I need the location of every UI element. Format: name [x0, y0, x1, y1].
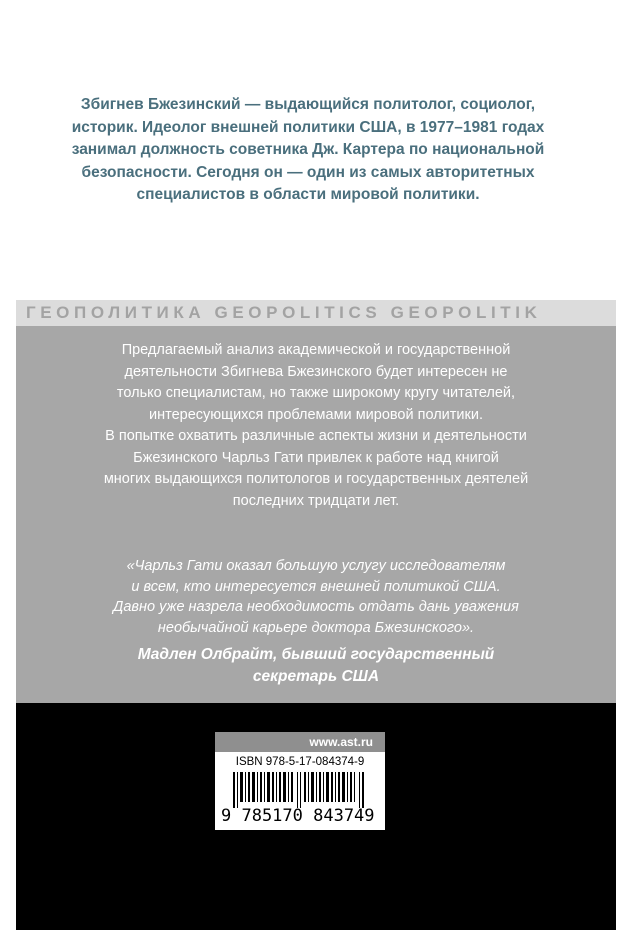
quote-line: Давно уже назрела необходимость отдать дань уважения	[113, 599, 519, 615]
description-line: последних тридцати лет.	[232, 492, 400, 509]
bio-line: историк. Идеолог внешней политики США, в 1977–1981 годах	[71, 118, 545, 136]
series-banner	[16, 300, 616, 326]
isbn-label: ISBN 978-5-17-084374-9	[235, 756, 365, 768]
description-line: Бжезинского Чарльз Гати привлек к работе над книгой	[133, 449, 499, 466]
quote-line: и всем, кто интересуется внешней политикой США.	[131, 578, 501, 595]
description-line: многих выдающихся политологов и государственных деятелей	[103, 471, 529, 487]
quote-author-line: секретарь США	[252, 668, 380, 685]
barcode-icon	[233, 772, 369, 808]
description-line: Предлагаемый анализ академической и государственной	[121, 342, 511, 358]
bio-line: специалистов в области мировой политики.	[136, 186, 480, 203]
bio-line: безопасности. Сегодня он — один из самых авторитетных	[81, 163, 535, 181]
description-line: интересующихся проблемами мировой политики.	[149, 406, 483, 423]
bio-line: занимал должность советника Дж. Картера по национальной	[71, 141, 545, 158]
quote-author-line: Мадлен Олбрайт, бывший государственный	[137, 646, 495, 663]
description-line: деятельности Збигнева Бжезинского будет интересен не	[124, 363, 508, 380]
quote-author	[16, 644, 616, 688]
publisher-url: www.ast.ru	[215, 732, 385, 752]
description-line: В попытке охватить различные аспекты жизни и деятельности	[105, 428, 527, 444]
quote-line: необычайной карьере доктора Бжезинского».	[157, 619, 475, 636]
description-line: только специалистам, но также широкому кругу читателей,	[116, 385, 516, 401]
gray-content-band	[16, 300, 616, 703]
series-title: ГЕОПОЛИТИКА GEOPOLITICS GEOPOLITIK	[26, 303, 542, 322]
author-bio	[0, 94, 616, 207]
barcode-panel	[215, 752, 385, 830]
review-quote	[16, 556, 616, 638]
quote-line: «Чарльз Гати оказал большую услугу исследователям	[126, 558, 506, 574]
book-description	[16, 340, 616, 512]
bio-line: Збигнев Бжезинский — выдающийся политолог, социолог,	[80, 96, 536, 113]
barcode-digits: 9 785170 843749	[221, 806, 375, 826]
